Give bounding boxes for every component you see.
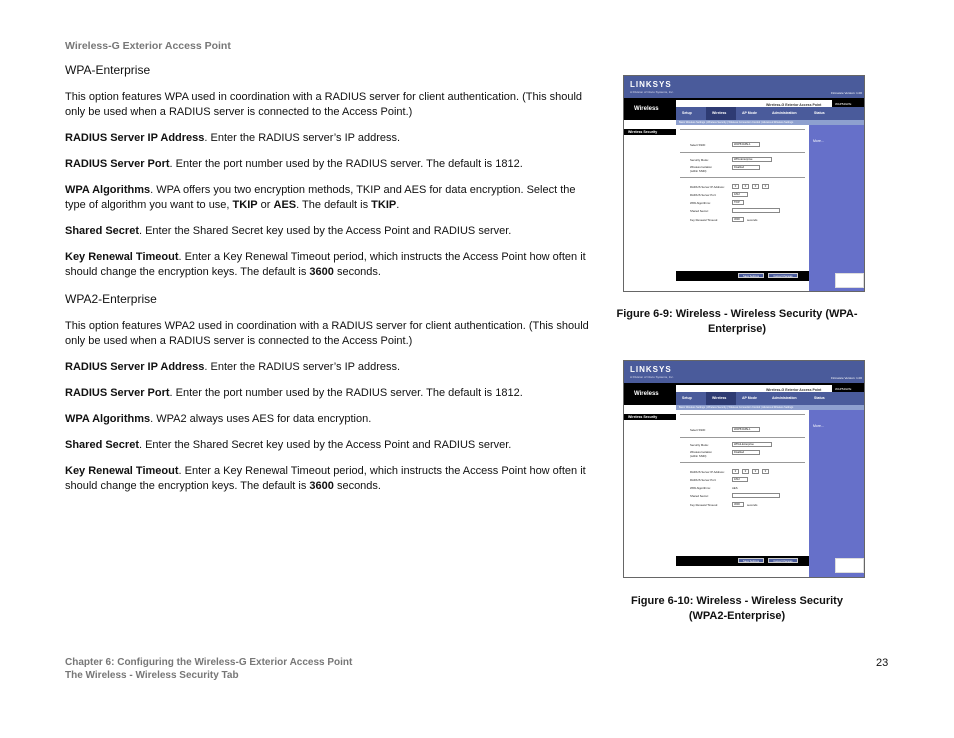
term: WPA Algorithms xyxy=(65,413,151,425)
divider xyxy=(680,414,805,415)
nav-band xyxy=(624,98,864,120)
left-header: Wireless Security xyxy=(624,414,676,420)
product-name: Wireless-G Exterior Access Point xyxy=(766,103,822,107)
main-tabs xyxy=(676,392,865,405)
term: WPA Algorithms xyxy=(65,184,151,196)
wpa2-key-renewal xyxy=(65,464,589,494)
term: Shared Secret xyxy=(65,439,139,451)
tab-ap-mode[interactable]: AP Mode xyxy=(742,111,757,115)
main-tabs xyxy=(676,107,865,120)
nav-band xyxy=(624,383,864,405)
isolation-select[interactable]: Disabled xyxy=(732,450,760,455)
default: 3600 xyxy=(309,266,334,278)
wpa-radius-ip xyxy=(65,131,589,146)
ip-octet-1[interactable]: 0 xyxy=(732,469,739,474)
wpa2-intro: This option features WPA2 used in coordination with a RADIUS server for client authentication. (This should only be used when a RADIUS server is connected to the Access Point.) xyxy=(65,320,589,347)
term: Key Renewal Timeout xyxy=(65,251,179,263)
desc2: . The default is xyxy=(296,199,372,211)
mode-label: Security Mode: xyxy=(690,158,709,162)
ip-octet-1[interactable]: 0 xyxy=(732,184,739,189)
wpa2-shared-secret xyxy=(65,438,589,453)
tab-setup[interactable]: Setup xyxy=(682,111,692,115)
linksys-header xyxy=(624,361,864,383)
cancel-changes-button[interactable]: Cancel Changes xyxy=(768,558,798,563)
section-label: Wireless xyxy=(634,106,659,112)
desc: . Enter the Shared Secret key used by the Access Point and RADIUS server. xyxy=(138,225,512,237)
ssid-select[interactable]: WAP54GPE-1 xyxy=(732,142,760,147)
desc: . Enter a Key Renewal Timeout period, which instructs the Access Point how often it should change the encryption keys. The default is xyxy=(65,465,586,492)
wpa-enterprise-heading: WPA-Enterprise xyxy=(65,63,151,77)
ssid-label: Select SSID: xyxy=(690,428,706,432)
more-link[interactable]: More... xyxy=(813,424,824,428)
logo-subtitle: A Division of Cisco Systems, Inc. xyxy=(630,375,674,379)
desc: . Enter the Shared Secret key used by the Access Point and RADIUS server. xyxy=(138,439,512,451)
linksys-logo: LINKSYS xyxy=(630,80,672,89)
ip-label: RADIUS Server IP Address: xyxy=(690,470,725,474)
renew-label: Key Renewal Timeout: xyxy=(690,503,718,507)
subnav[interactable]: Basic Wireless Settings | Wireless Security | Wireless Connection Control | Advanced Wireless Settings xyxy=(676,405,865,410)
logo-subtitle: A Division of Cisco Systems, Inc. xyxy=(630,90,674,94)
footer-section: The Wireless - Wireless Security Tab xyxy=(65,670,239,681)
settings-form xyxy=(676,125,809,292)
divider xyxy=(680,152,805,153)
ip-octet-4[interactable]: 0 xyxy=(762,469,769,474)
divider xyxy=(680,177,805,178)
term: RADIUS Server Port xyxy=(65,158,170,170)
desc2: seconds. xyxy=(333,480,381,492)
tab-ap-mode[interactable]: AP Mode xyxy=(742,396,757,400)
renew-unit: seconds xyxy=(747,503,758,507)
wpa-key-renewal xyxy=(65,250,589,280)
section-label: Wireless xyxy=(634,391,659,397)
ssid-label: Select SSID: xyxy=(690,143,706,147)
algo-label: WPA Algorithms: xyxy=(690,486,711,490)
figure-wpa2-enterprise-screenshot xyxy=(623,360,865,578)
settings-form xyxy=(676,410,809,578)
ip-octet-2[interactable]: 0 xyxy=(742,184,749,189)
ip-octet-4[interactable]: 0 xyxy=(762,184,769,189)
secret-label: Shared Secret: xyxy=(690,494,709,498)
desc: . WPA2 always uses AES for data encryption. xyxy=(150,413,372,425)
wpa-intro: This option features WPA used in coordination with a RADIUS server for client authentication. (This should only be used when a RADIUS server is connected to the Access Point.) xyxy=(65,91,583,118)
product-bar xyxy=(676,385,832,392)
port-label: RADIUS Server Port: xyxy=(690,193,717,197)
secret-input[interactable] xyxy=(732,493,780,498)
renew-label: Key Renewal Timeout: xyxy=(690,218,718,222)
left-header: Wireless Security xyxy=(624,129,676,135)
more-link[interactable]: More... xyxy=(813,139,824,143)
firmware-version: Firmware Version: 1.00 xyxy=(831,91,862,95)
security-mode-select[interactable]: WPA-Enterprise xyxy=(732,157,772,162)
port-input[interactable]: 1812 xyxy=(732,192,748,197)
wpa2-radius-port xyxy=(65,386,589,401)
algo-label: WPA Algorithms: xyxy=(690,201,711,205)
linksys-logo: LINKSYS xyxy=(630,365,672,374)
ip-octet-3[interactable]: 0 xyxy=(752,184,759,189)
algo-select[interactable]: TKIP xyxy=(732,200,744,205)
security-mode-select[interactable]: WPA2-Enterprise xyxy=(732,442,772,447)
footer-chapter: Chapter 6: Configuring the Wireless-G Exterior Access Point xyxy=(65,657,353,668)
figure-caption-2: Figure 6-10: Wireless - Wireless Security (WPA2-Enterprise) xyxy=(631,595,843,622)
term: RADIUS Server Port xyxy=(65,387,170,399)
product-name: Wireless-G Exterior Access Point xyxy=(766,388,822,392)
desc2: seconds. xyxy=(333,266,381,278)
model-number: WAP54GPE xyxy=(832,100,864,107)
help-column xyxy=(809,125,865,292)
default: TKIP xyxy=(371,199,397,211)
divider xyxy=(680,437,805,438)
tab-wireless[interactable]: Wireless xyxy=(706,107,736,120)
mode-label: Security Mode: xyxy=(690,443,709,447)
model-number: WAP54GPE xyxy=(832,385,864,392)
isolation-select[interactable]: Disabled xyxy=(732,165,760,170)
help-column xyxy=(809,410,865,578)
wpa2-radius-ip xyxy=(65,360,589,375)
isolation-label: Wireless Isolation xyxy=(690,165,712,169)
end: . xyxy=(396,199,400,211)
button-bar xyxy=(676,556,809,566)
cisco-logo-icon xyxy=(835,273,864,288)
algo-value: AES xyxy=(732,486,738,490)
ip-label: RADIUS Server IP Address: xyxy=(690,185,725,189)
running-header: Wireless-G Exterior Access Point xyxy=(65,40,231,52)
isolation-sub: (within SSID): xyxy=(690,169,708,173)
cisco-logo-icon xyxy=(835,558,864,573)
desc: . Enter the RADIUS server’s IP address. xyxy=(204,132,401,144)
figure-wpa-enterprise-screenshot xyxy=(623,75,865,292)
left-column xyxy=(624,410,676,578)
tab-administration[interactable]: Administration xyxy=(772,111,797,115)
tab-administration[interactable]: Administration xyxy=(772,396,797,400)
desc: . Enter the port number used by the RADIUS server. The default is 1812. xyxy=(169,387,523,399)
button-bar xyxy=(676,271,809,281)
wpa2-algorithms xyxy=(65,412,589,427)
secret-label: Shared Secret: xyxy=(690,209,709,213)
ip-octet-2[interactable]: 0 xyxy=(742,469,749,474)
wpa-shared-secret xyxy=(65,224,589,239)
desc: . Enter the RADIUS server’s IP address. xyxy=(204,361,401,373)
port-label: RADIUS Server Port: xyxy=(690,478,717,482)
term: RADIUS Server IP Address xyxy=(65,132,205,144)
linksys-header xyxy=(624,76,864,98)
desc: . Enter the port number used by the RADIUS server. The default is 1812. xyxy=(169,158,523,170)
divider xyxy=(680,129,805,130)
tab-setup[interactable]: Setup xyxy=(682,396,692,400)
term: Shared Secret xyxy=(65,225,139,237)
tkip: TKIP xyxy=(232,199,258,211)
figure-caption-1: Figure 6-9: Wireless - Wireless Security (WPA-Enterprise) xyxy=(616,308,858,335)
or: or xyxy=(257,199,274,211)
ip-octet-3[interactable]: 0 xyxy=(752,469,759,474)
firmware-version: Firmware Version: 1.00 xyxy=(831,376,862,380)
ssid-select[interactable]: WAP54GPE-1 xyxy=(732,427,760,432)
isolation-sub: (within SSID): xyxy=(690,454,708,458)
wpa2-enterprise-heading: WPA2-Enterprise xyxy=(65,292,157,306)
isolation-label: Wireless Isolation xyxy=(690,450,712,454)
tab-status[interactable]: Status xyxy=(814,111,825,115)
aes: AES xyxy=(273,199,297,211)
desc: . WPA offers you two encryption methods, TKIP and AES for data encryption. Select the type of algorithm you want to use, xyxy=(65,184,576,211)
renew-input[interactable]: 3600 xyxy=(732,217,744,222)
wpa-algorithms xyxy=(65,183,589,213)
subnav[interactable]: Basic Wireless Settings | Wireless Security | Wireless Connection Control | Advanced Wireless Settings xyxy=(676,120,865,125)
tab-wireless[interactable]: Wireless xyxy=(706,392,736,405)
footer xyxy=(65,656,352,682)
tab-status[interactable]: Status xyxy=(814,396,825,400)
term: Key Renewal Timeout xyxy=(65,465,179,477)
term: RADIUS Server IP Address xyxy=(65,361,205,373)
desc: . Enter a Key Renewal Timeout period, which instructs the Access Point how often it should change the encryption keys. The default is xyxy=(65,251,586,278)
save-settings-button[interactable]: Save Settings xyxy=(738,558,764,563)
secret-input[interactable] xyxy=(732,208,780,213)
renew-unit: seconds xyxy=(747,218,758,222)
product-bar xyxy=(676,100,832,107)
divider xyxy=(680,462,805,463)
main-text xyxy=(65,62,589,505)
left-column xyxy=(624,125,676,292)
cancel-changes-button[interactable]: Cancel Changes xyxy=(768,273,798,278)
renew-input[interactable]: 3600 xyxy=(732,502,744,507)
wpa-radius-port xyxy=(65,157,589,172)
port-input[interactable]: 1812 xyxy=(732,477,748,482)
page-number: 23 xyxy=(876,657,889,669)
save-settings-button[interactable]: Save Settings xyxy=(738,273,764,278)
default: 3600 xyxy=(309,480,334,492)
